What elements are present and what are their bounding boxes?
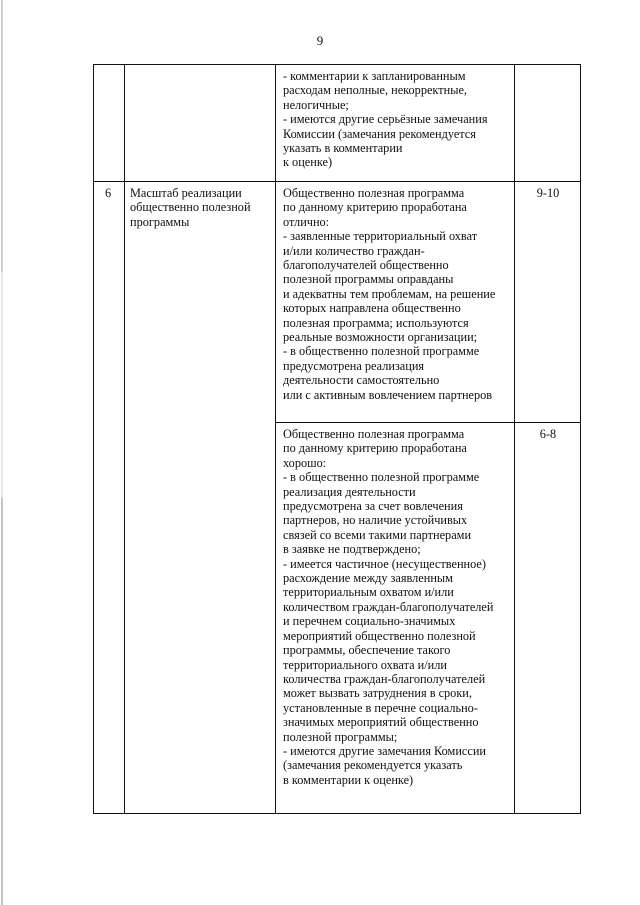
row-3-score: 6-8 — [539, 427, 557, 441]
row-3-description: Общественно полезная программа по данному критерию проработана хорошо: - в общественно полезной программе реализация деятельности предусмотрена за счет вовлечения партнеров, но наличие устойчивых связей со всеми такими партнерами в заявке не подтверждено; - имеется частичное (несущественное) расхождение между заявленным территориальным охватом и/или количеством граждан-благополучателей и перечнем социально-значимых мероприятий общественно полезной программы, обеспечение такого территориального охвата и/или количества граждан-благополучателей может вызвать затруднения в сроки, установленные в перечне социально- значимых мероприятий общественно полезной программы; - имеются другие замечания Комиссии (замечания рекомендуется указать в комментарии к оценке) — [283, 427, 494, 787]
row-2-score: 9-10 — [536, 186, 560, 200]
table-border-top — [93, 64, 581, 65]
scan-edge — [1, 0, 3, 905]
row-divider-1 — [93, 181, 581, 182]
table-border-bottom — [93, 813, 581, 814]
row-divider-2 — [275, 422, 581, 423]
page-number: 9 — [316, 33, 324, 48]
table-border-left — [93, 64, 94, 814]
column-divider-1 — [124, 64, 125, 814]
column-divider-2 — [275, 64, 276, 814]
row-1-description: - комментарии к запланированным расходам неполные, некорректные, нелогичные; - имеются другие серьёзные замечания Комиссии (замечания рекомендуется указать в комментарии к оценке) — [283, 69, 488, 170]
row-2-number: 6 — [105, 186, 112, 200]
row-2-description: Общественно полезная программа по данному критерию проработана отлично: - заявленные территориальный охват и/или количество граждан- благополучателей общественно полезной программы оправданы и адекватны тем проблемам, на решение которых направлена общественно полезная программа; используются реальные возможности организации; - в общественно полезной программе предусмотрена реализация деятельности самостоятельно или с активным вовлечением партнеров — [283, 186, 496, 402]
criteria-table — [93, 64, 581, 814]
row-2-criterion: Масштаб реализации общественно полезной программы — [130, 186, 251, 229]
